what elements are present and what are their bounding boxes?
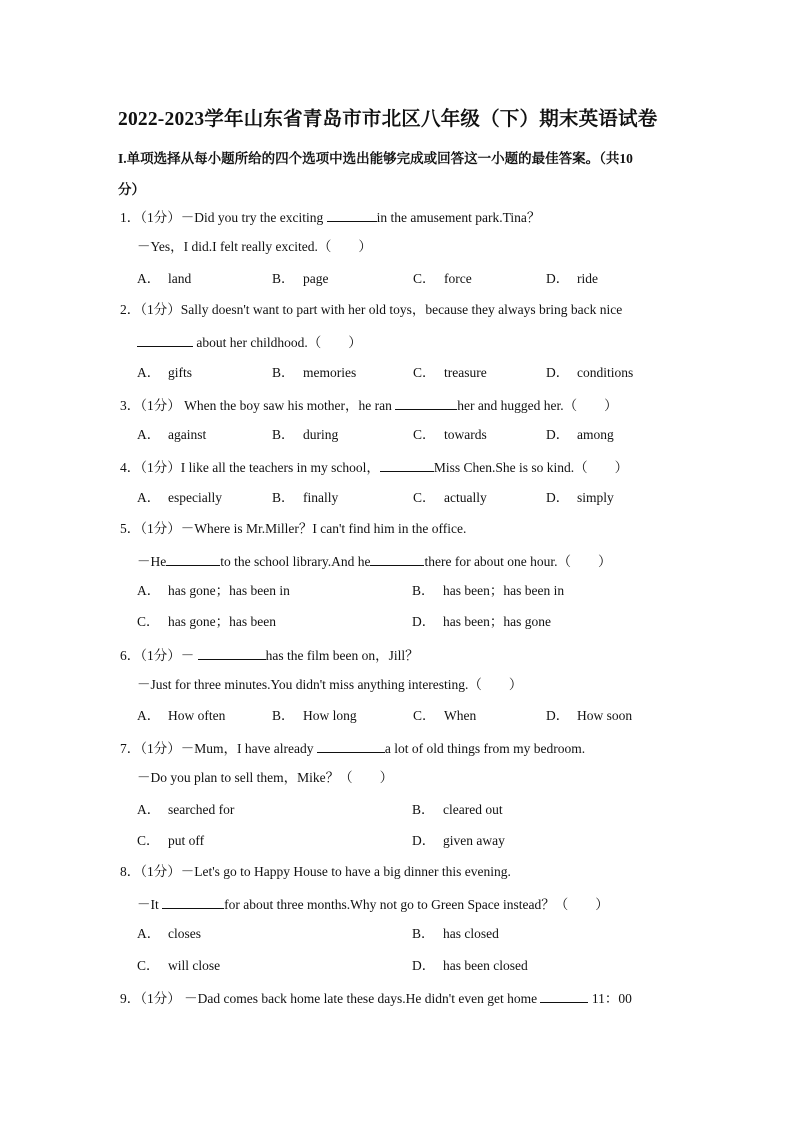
question-6-option-c[interactable]	[413, 707, 476, 725]
question-4-stem	[120, 457, 628, 477]
question-3-option-b[interactable]	[272, 426, 338, 444]
question-7-option-a[interactable]	[137, 801, 234, 819]
question-2-option-b[interactable]	[272, 364, 356, 382]
answer-blank	[327, 207, 377, 222]
option-text: How long	[303, 708, 357, 723]
option-text: searched for	[168, 802, 235, 817]
question-5-response	[137, 551, 612, 571]
question-4-option-d[interactable]	[546, 489, 614, 507]
question-3-option-c[interactable]	[413, 426, 487, 444]
option-text: How soon	[577, 708, 633, 723]
question-2-stem: 2．（1分）Sally doesn't want to part with her old toys，because they always bring back nice	[120, 302, 623, 317]
option-letter: A．	[137, 427, 161, 442]
question-8-option-d[interactable]	[412, 957, 528, 975]
answer-blank	[198, 645, 266, 660]
question-8-option-c[interactable]	[137, 957, 220, 975]
option-letter: D．	[546, 708, 570, 723]
option-letter: C．	[137, 614, 160, 629]
option-letter: B．	[272, 365, 295, 380]
option-text: against	[168, 427, 207, 442]
question-1-option-b[interactable]	[272, 270, 328, 288]
question-4-option-a[interactable]	[137, 489, 222, 507]
option-text: cleared out	[443, 802, 503, 817]
question-3-option-d[interactable]	[546, 426, 614, 444]
option-letter: A．	[137, 583, 161, 598]
option-text: will close	[168, 958, 221, 973]
question-4-option-b[interactable]	[272, 489, 338, 507]
option-text: has gone；has been in	[168, 583, 290, 598]
option-letter: A．	[137, 271, 161, 286]
question-3-text-b: her and hugged her.（ ）	[457, 398, 618, 413]
option-text: during	[303, 427, 339, 442]
answer-blank	[540, 988, 588, 1003]
option-letter: B．	[412, 583, 435, 598]
option-letter: A．	[137, 490, 161, 505]
question-4-text-a: 4．（1分）I like all the teachers in my school，	[120, 460, 380, 475]
option-letter: D．	[546, 427, 570, 442]
option-text: actually	[444, 490, 487, 505]
question-6-option-a[interactable]	[137, 707, 225, 725]
option-letter: C．	[413, 427, 436, 442]
option-text: land	[168, 271, 192, 286]
option-letter: D．	[412, 958, 436, 973]
option-text: finally	[303, 490, 339, 505]
option-letter: C．	[413, 490, 436, 505]
option-text: How often	[168, 708, 226, 723]
option-text: put off	[168, 833, 205, 848]
question-5-option-a[interactable]	[137, 582, 290, 600]
question-5-option-b[interactable]	[412, 582, 564, 600]
question-1-option-a[interactable]	[137, 270, 191, 288]
question-7-text-a: 7．（1分）－Mum，I have already	[120, 741, 317, 756]
question-3-option-a[interactable]	[137, 426, 206, 444]
answer-blank	[162, 894, 224, 909]
question-7-text-b: a lot of old things from my bedroom.	[384, 741, 586, 756]
question-6-response: －Just for three minutes.You didn't miss anything interesting.（ ）	[137, 677, 523, 692]
option-text: memories	[303, 365, 357, 380]
answer-blank	[370, 551, 424, 566]
question-4-text-b: Miss Chen.She is so kind.（ ）	[433, 460, 629, 475]
question-7-option-d[interactable]	[412, 832, 505, 850]
question-7-stem	[120, 738, 585, 758]
option-letter: B．	[272, 271, 295, 286]
question-8-option-b[interactable]	[412, 925, 499, 943]
option-text: force	[444, 271, 472, 286]
question-2-option-c[interactable]	[413, 364, 487, 382]
question-6-text-a: 6．（1分）－	[120, 648, 198, 663]
question-8-text-a: －It	[137, 897, 163, 912]
option-letter: B．	[412, 802, 435, 817]
section-heading-cont: 分）	[118, 182, 145, 197]
question-7-option-c[interactable]	[137, 832, 204, 850]
section-heading: I.单项选择从每小题所给的四个选项中选出能够完成或回答这一小题的最佳答案。（共10	[118, 151, 633, 166]
question-5-text-c: there for about one hour.（ ）	[424, 554, 612, 569]
option-letter: B．	[272, 708, 295, 723]
answer-blank	[395, 395, 457, 410]
option-text: closes	[168, 926, 201, 941]
question-1-stem	[120, 207, 540, 227]
question-1-text-a: 1．（1分）－Did you try the exciting	[120, 210, 327, 225]
option-letter: C．	[413, 271, 436, 286]
question-5-option-d[interactable]	[412, 613, 551, 631]
question-8-stem: 8．（1分）－Let's go to Happy House to have a big dinner this evening.	[120, 864, 511, 879]
option-letter: C．	[137, 833, 160, 848]
question-4-option-c[interactable]	[413, 489, 487, 507]
question-7-response: －Do you plan to sell them，Mike？（ ）	[137, 770, 394, 785]
question-5-option-c[interactable]	[137, 613, 276, 631]
option-letter: B．	[272, 490, 295, 505]
question-5-text-a: －He	[137, 554, 167, 569]
question-6-text-b: has the film been on，Jill？	[265, 648, 419, 663]
option-letter: A．	[137, 802, 161, 817]
question-2-option-d[interactable]	[546, 364, 633, 382]
question-5-text-b: to the school library.And he	[220, 554, 371, 569]
option-letter: D．	[546, 365, 570, 380]
answer-blank	[317, 738, 385, 753]
option-letter: D．	[412, 833, 436, 848]
question-1-text-b: in the amusement park.Tina？	[376, 210, 541, 225]
option-letter: C．	[413, 708, 436, 723]
question-3-text-a: 3．（1分） When the boy saw his mother，he ran	[120, 398, 396, 413]
option-text: treasure	[444, 365, 487, 380]
question-9-text-a: 9．（1分） －Dad comes back home late these days.He didn't even get home	[120, 991, 541, 1006]
page-title: 2022-2023学年山东省青岛市市北区八年级（下）期末英语试卷	[118, 109, 658, 130]
option-text: has been closed	[443, 958, 528, 973]
answer-blank	[380, 457, 434, 472]
question-2-stem-cont	[137, 332, 362, 352]
question-6-stem	[120, 645, 419, 665]
option-text: conditions	[577, 365, 634, 380]
question-2-option-a[interactable]	[137, 364, 192, 382]
question-1-response: －Yes，I did.I felt really excited.（ ）	[137, 239, 372, 254]
option-text: has gone；has been	[168, 614, 276, 629]
option-text: has closed	[443, 926, 499, 941]
option-letter: A．	[137, 926, 161, 941]
question-6-option-b[interactable]	[272, 707, 357, 725]
option-letter: B．	[412, 926, 435, 941]
option-text: has been；has gone	[443, 614, 551, 629]
option-text: given away	[443, 833, 505, 848]
question-8-text-b: for about three months.Why not go to Green Space instead？（ ）	[224, 897, 609, 912]
option-letter: A．	[137, 708, 161, 723]
option-text: When	[444, 708, 477, 723]
option-letter: D．	[546, 490, 570, 505]
option-text: towards	[444, 427, 487, 442]
option-letter: D．	[546, 271, 570, 286]
question-3-stem	[120, 395, 618, 415]
question-7-option-b[interactable]	[412, 801, 503, 819]
question-5-stem: 5．（1分）－Where is Mr.Miller？I can't find him in the office.	[120, 521, 467, 536]
question-9-stem	[120, 988, 632, 1008]
question-9-text-b: 11：00	[588, 991, 632, 1006]
question-8-option-a[interactable]	[137, 925, 201, 943]
option-letter: C．	[137, 958, 160, 973]
question-1-option-d[interactable]	[546, 270, 598, 288]
question-6-option-d[interactable]	[546, 707, 632, 725]
question-2-text-b: about her childhood.（ ）	[193, 335, 362, 350]
option-text: page	[303, 271, 329, 286]
option-text: especially	[168, 490, 222, 505]
question-8-response	[137, 894, 609, 914]
option-letter: B．	[272, 427, 295, 442]
option-text: gifts	[168, 365, 193, 380]
answer-blank	[166, 551, 220, 566]
option-letter: D．	[412, 614, 436, 629]
answer-blank	[137, 332, 193, 347]
question-1-option-c[interactable]	[413, 270, 472, 288]
option-text: among	[577, 427, 614, 442]
option-text: ride	[577, 271, 598, 286]
option-text: has been；has been in	[443, 583, 565, 598]
option-text: simply	[577, 490, 614, 505]
option-letter: C．	[413, 365, 436, 380]
option-letter: A．	[137, 365, 161, 380]
